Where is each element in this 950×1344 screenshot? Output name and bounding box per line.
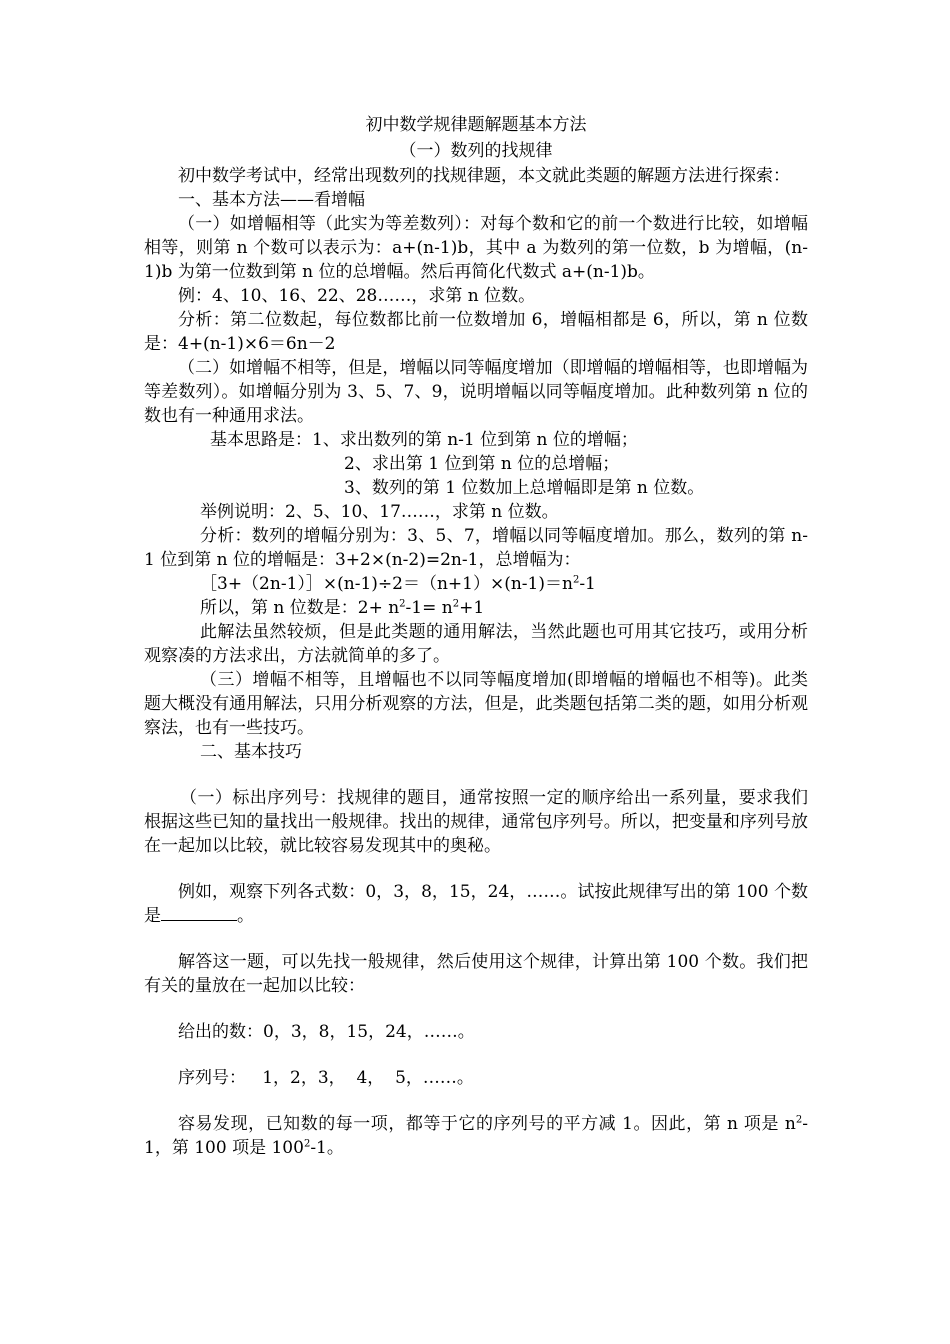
solution-paragraph: 解答这一题，可以先找一般规律，然后使用这个规律，计算出第 100 个数。我们把有关的量放在一起加以比较： xyxy=(144,952,808,996)
method-1-paragraph: （一）如增幅相等（此实为等差数列）：对每个数和它的前一个数进行比较，如增幅相等，则第 n 个数可以表示为：a+(n-1)b，其中 a 为数列的第一位数，b 为增幅，(n-1)b 为第一位数到第 n 位的总增幅。然后再简化代数式 a+(n-1)b。 xyxy=(144,214,808,282)
section-2-heading: 二、基本技巧 xyxy=(200,742,302,762)
document-page xyxy=(144,112,808,1160)
basic-idea-step-3: 3、数列的第 1 位数加上总增幅即是第 n 位数。 xyxy=(344,478,705,498)
section-1-heading: 一、基本方法——看增幅 xyxy=(178,190,365,210)
basic-idea-step-2: 2、求出第 1 位到第 n 位的总增幅； xyxy=(344,454,620,474)
method-2-paragraph: （二）如增幅不相等，但是，增幅以同等幅度增加（即增幅的增幅相等，也即增幅为等差数列）。如增幅分别为 3、5、7、9，说明增幅以同等幅度增加。此种数列第 n 位的数也有一种通用求法。 xyxy=(144,358,808,426)
intro-paragraph: 初中数学考试中，经常出现数列的找规律题，本文就此类题的解题方法进行探索： xyxy=(178,166,790,186)
nth-term-result: 所以，第 n 位数是：$2+ n^2-1= n^2+1$ xyxy=(200,598,485,618)
answer-blank xyxy=(161,904,237,921)
example-3: 例如，观察下列各式数：0，3，8，15，24，……。试按此规律写出的第 100 个数是 。 xyxy=(144,882,808,926)
method-3-paragraph: （三）增幅不相等，且增幅也不以同等幅度增加(即增幅的增幅也不相等)。此类题大概没有通用解法，只用分析观察的方法，但是，此类题包括第二类的题，如用分析观察法，也有一些技巧。 xyxy=(144,670,808,738)
conclusion-paragraph: 容易发现，已知数的每一项，都等于它的序列号的平方减 1。因此，第 n 项是 $n^2-1$，第 100 项是 $100^2-1$。 xyxy=(144,1114,808,1158)
document-title: 初中数学规律题解题基本方法 xyxy=(365,115,587,135)
analysis-1: 分析：第二位数起，每位数都比前一位数增加 6，增幅相都是 6，所以，第 n 位数是：4+(n-1)×6＝6n－2 xyxy=(144,310,808,354)
given-numbers: 给出的数：0，3，8，15，24，……。 xyxy=(178,1022,475,1042)
analysis-2: 分析：数列的增幅分别为：3、5、7，增幅以同等幅度增加。那么，数列的第 n-1 位到第 n 位的增幅是：3+2×(n-2)=2n-1，总增幅为： xyxy=(144,526,808,570)
technique-1-paragraph: （一）标出序列号：找规律的题目，通常按照一定的顺序给出一系列量，要求我们根据这些已知的量找出一般规律。找出的规律，通常包序列号。所以，把变量和序列号放在一起加以比较，就比较容易发现其中的奥秘。 xyxy=(144,788,808,856)
total-increment-formula: $[3+(2n-1)]\times(n-1)\div 2=(n+1)\times(n-1)=n^2-1$ xyxy=(200,574,596,594)
section-subtitle: （一）数列的找规律 xyxy=(399,141,553,161)
example-2: 举例说明：2、5、10、17……，求第 n 位数。 xyxy=(200,502,559,522)
method-note: 此解法虽然较烦，但是此类题的通用解法，当然此题也可用其它技巧，或用分析观察凑的方法求出，方法就简单的多了。 xyxy=(144,622,808,666)
example-1: 例：4、10、16、22、28……，求第 n 位数。 xyxy=(178,286,536,306)
basic-idea-step-1: 基本思路是：1、求出数列的第 n-1 位到第 n 位的增幅； xyxy=(210,430,638,450)
sequence-numbers: 序列号： 1，2，3， 4， 5，……。 xyxy=(178,1068,474,1088)
